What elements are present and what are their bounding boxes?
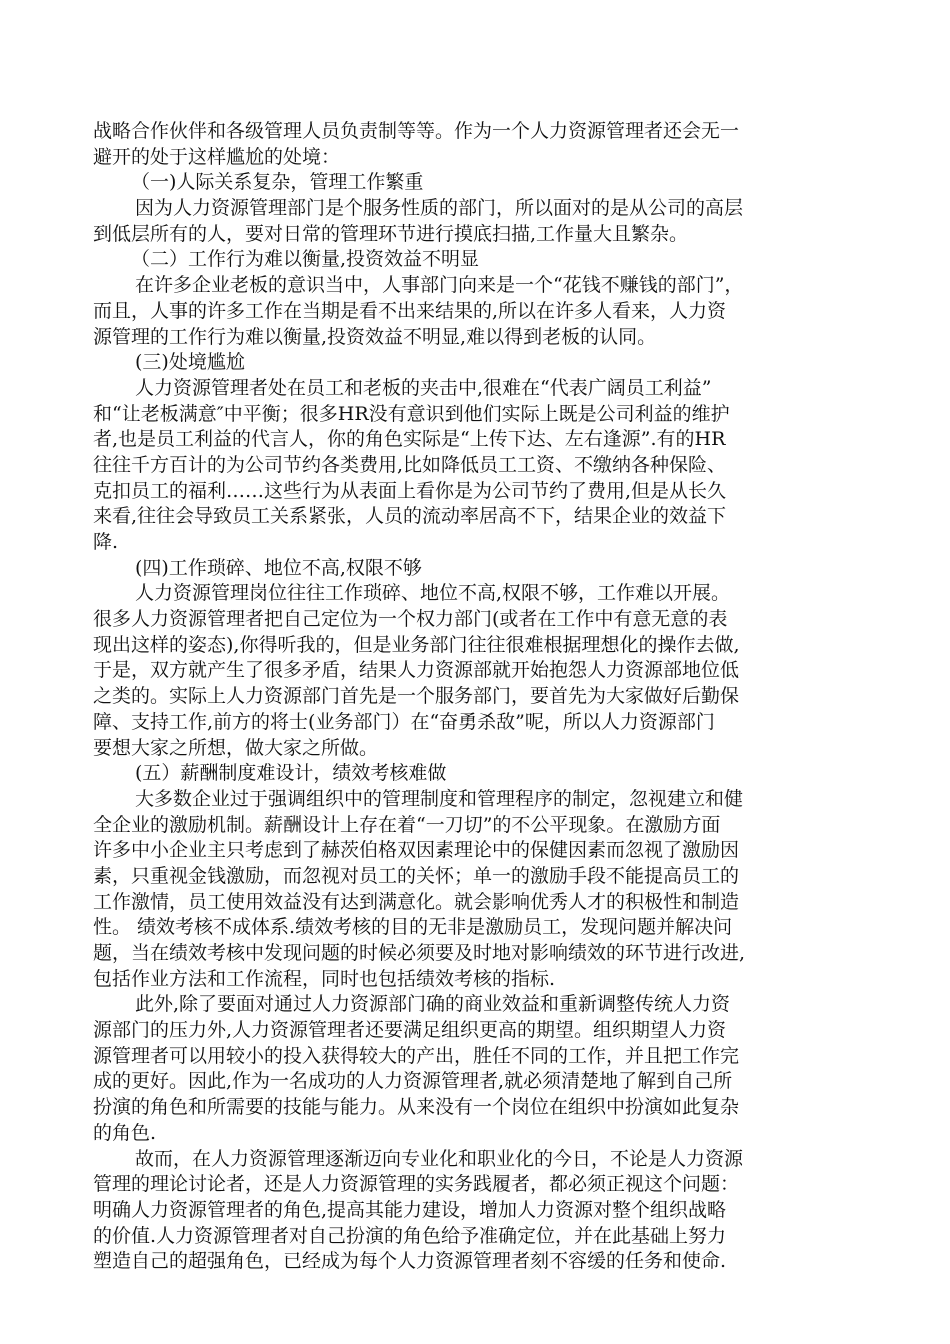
text-line: 塑造自己的超强角色，已经成为每个人力资源管理者刻不容缓的任务和使命. xyxy=(93,1250,727,1273)
text-line: 而且，人事的许多工作在当期是看不出来结果的,所以在许多人看来，人力资 xyxy=(93,299,727,322)
text-line: 在许多企业老板的意识当中，人事部门向来是一个“花钱不赚钱的部门”， xyxy=(135,274,744,297)
text-line: 源部门的压力外,人力资源管理者还要满足组织更高的期望。组织期望人力资 xyxy=(93,1019,727,1042)
text-line: 许多中小企业主只考虑到了赫茨伯格双因素理论中的保健因素而忽视了激励因 xyxy=(93,839,740,862)
text-line: 工作激情，员工使用效益没有达到满意化。就会影响优秀人才的积极性和制造 xyxy=(93,890,740,913)
text-line: 现出这样的姿态),你得听我的，但是业务部门往往很难根据理想化的操作去做, xyxy=(93,633,740,656)
text-line: 克扣员工的福利……这些行为从表面上看你是为公司节约了费用,但是从长久 xyxy=(93,479,727,502)
text-line: 避开的处于这样尴尬的处境： xyxy=(93,145,341,168)
text-line: 人力资源管理岗位往往工作琐碎、地位不高,权限不够，工作难以开展。 xyxy=(135,582,731,605)
document-body xyxy=(93,119,858,1275)
text-line: 于是，双方就产生了很多矛盾，结果人力资源部就开始抱怨人力资源部地位低 xyxy=(93,659,740,682)
text-line: 障、支持工作,前方的将士(业务部门）在“奋勇杀敌”呢，所以人力资源部门 xyxy=(93,710,715,733)
text-line: 明确人力资源管理者的角色,提高其能力建设，增加人力资源对整个组织战略 xyxy=(93,1198,727,1221)
text-line: 素，只重视金钱激励，而忽视对员工的关怀；单一的激励手段不能提高员工的 xyxy=(93,864,740,887)
text-line: 要想大家之所想，做大家之所做。 xyxy=(93,736,379,759)
text-line: 性。 绩效考核不成体系.绩效考核的目的无非是激励员工，发现问题并解决问 xyxy=(93,916,733,939)
text-line: 此外,除了要面对通过人力资源部门确的商业效益和重新调整传统人力资 xyxy=(135,993,731,1016)
text-line: 故而，在人力资源管理逐渐迈向专业化和职业化的今日，不论是人力资源 xyxy=(135,1147,744,1170)
text-line: 题，当在绩效考核中发现问题的时候必须要及时地对影响绩效的环节进行改进, xyxy=(93,942,746,964)
section-heading: （一)人际关系复杂，管理工作繁重 xyxy=(131,171,424,194)
text-line: 的角色. xyxy=(93,1121,157,1144)
text-line: 因为人力资源管理部门是个服务性质的部门，所以面对的是从公司的高层 xyxy=(135,197,744,220)
text-line: 源管理的工作行为难以衡量,投资效益不明显,难以得到老板的认同。 xyxy=(93,325,657,348)
text-line: 很多人力资源管理者把自己定位为一个权力部门(或者在工作中有意无意的表 xyxy=(93,608,728,631)
text-line: 降. xyxy=(93,531,119,553)
text-line: 者,也是员工利益的代言人，你的角色实际是“上传下达、左右逢源”.有的HR xyxy=(93,428,726,451)
section-heading: (五）薪酬制度难设计，绩效考核难做 xyxy=(135,762,447,785)
text-line: 成的更好。因此,作为一名成功的人力资源管理者,就必须清楚地了解到自己所 xyxy=(93,1070,733,1093)
text-line: 往往千方百计的为公司节约各类费用,比如降低员工工资、不缴纳各种保险、 xyxy=(93,453,727,476)
text-line: 来看,往往会导致员工关系紧张，人员的流动率居高不下，结果企业的效益下 xyxy=(93,505,727,528)
text-line: 包括作业方法和工作流程，同时也包括绩效考核的指标. xyxy=(93,967,556,990)
text-line: 的价值.人力资源管理者对自己扮演的角色给予准确定位，并在此基础上努力 xyxy=(93,1224,727,1247)
text-line: 管理的理论讨论者，还是人力资源管理的实务践履者，都必须正视这个问题： xyxy=(93,1173,740,1196)
text-line: 战略合作伙伴和各级管理人员负责制等等。作为一个人力资源管理者还会无一 xyxy=(93,120,740,142)
text-line: 扮演的角色和所需要的技能与能力。从来没有一个岗位在组织中扮演如此复杂 xyxy=(93,1096,740,1119)
section-heading: （二）工作行为难以衡量,投资效益不明显 xyxy=(131,248,480,271)
text-line: 人力资源管理者处在员工和老板的夹击中,很难在“代表广阔员工利益” xyxy=(135,376,712,399)
section-heading: (四)工作琐碎、地位不高,权限不够 xyxy=(135,556,422,579)
text-line: 源管理者可以用较小的投入获得较大的产出，胜任不同的工作，并且把工作完 xyxy=(93,1044,740,1067)
text-line: 大多数企业过于强调组织中的管理制度和管理程序的制定，忽视建立和健 xyxy=(135,787,744,810)
text-line: 和“让老板满意″中平衡；很多HR没有意识到他们实际上既是公司利益的维护 xyxy=(93,402,730,425)
text-line: 全企业的激励机制。薪酬设计上存在着“一刀切”的不公平现象。在激励方面 xyxy=(93,813,721,836)
text-line: 到低层所有的人，要对日常的管理环节进行摸底扫描,工作量大且繁杂。 xyxy=(93,222,689,245)
text-line: 之类的。实际上人力资源部门首先是一个服务部门，要首先为大家做好后勤保 xyxy=(93,685,740,708)
section-heading: (三)处境尴尬 xyxy=(135,351,245,374)
